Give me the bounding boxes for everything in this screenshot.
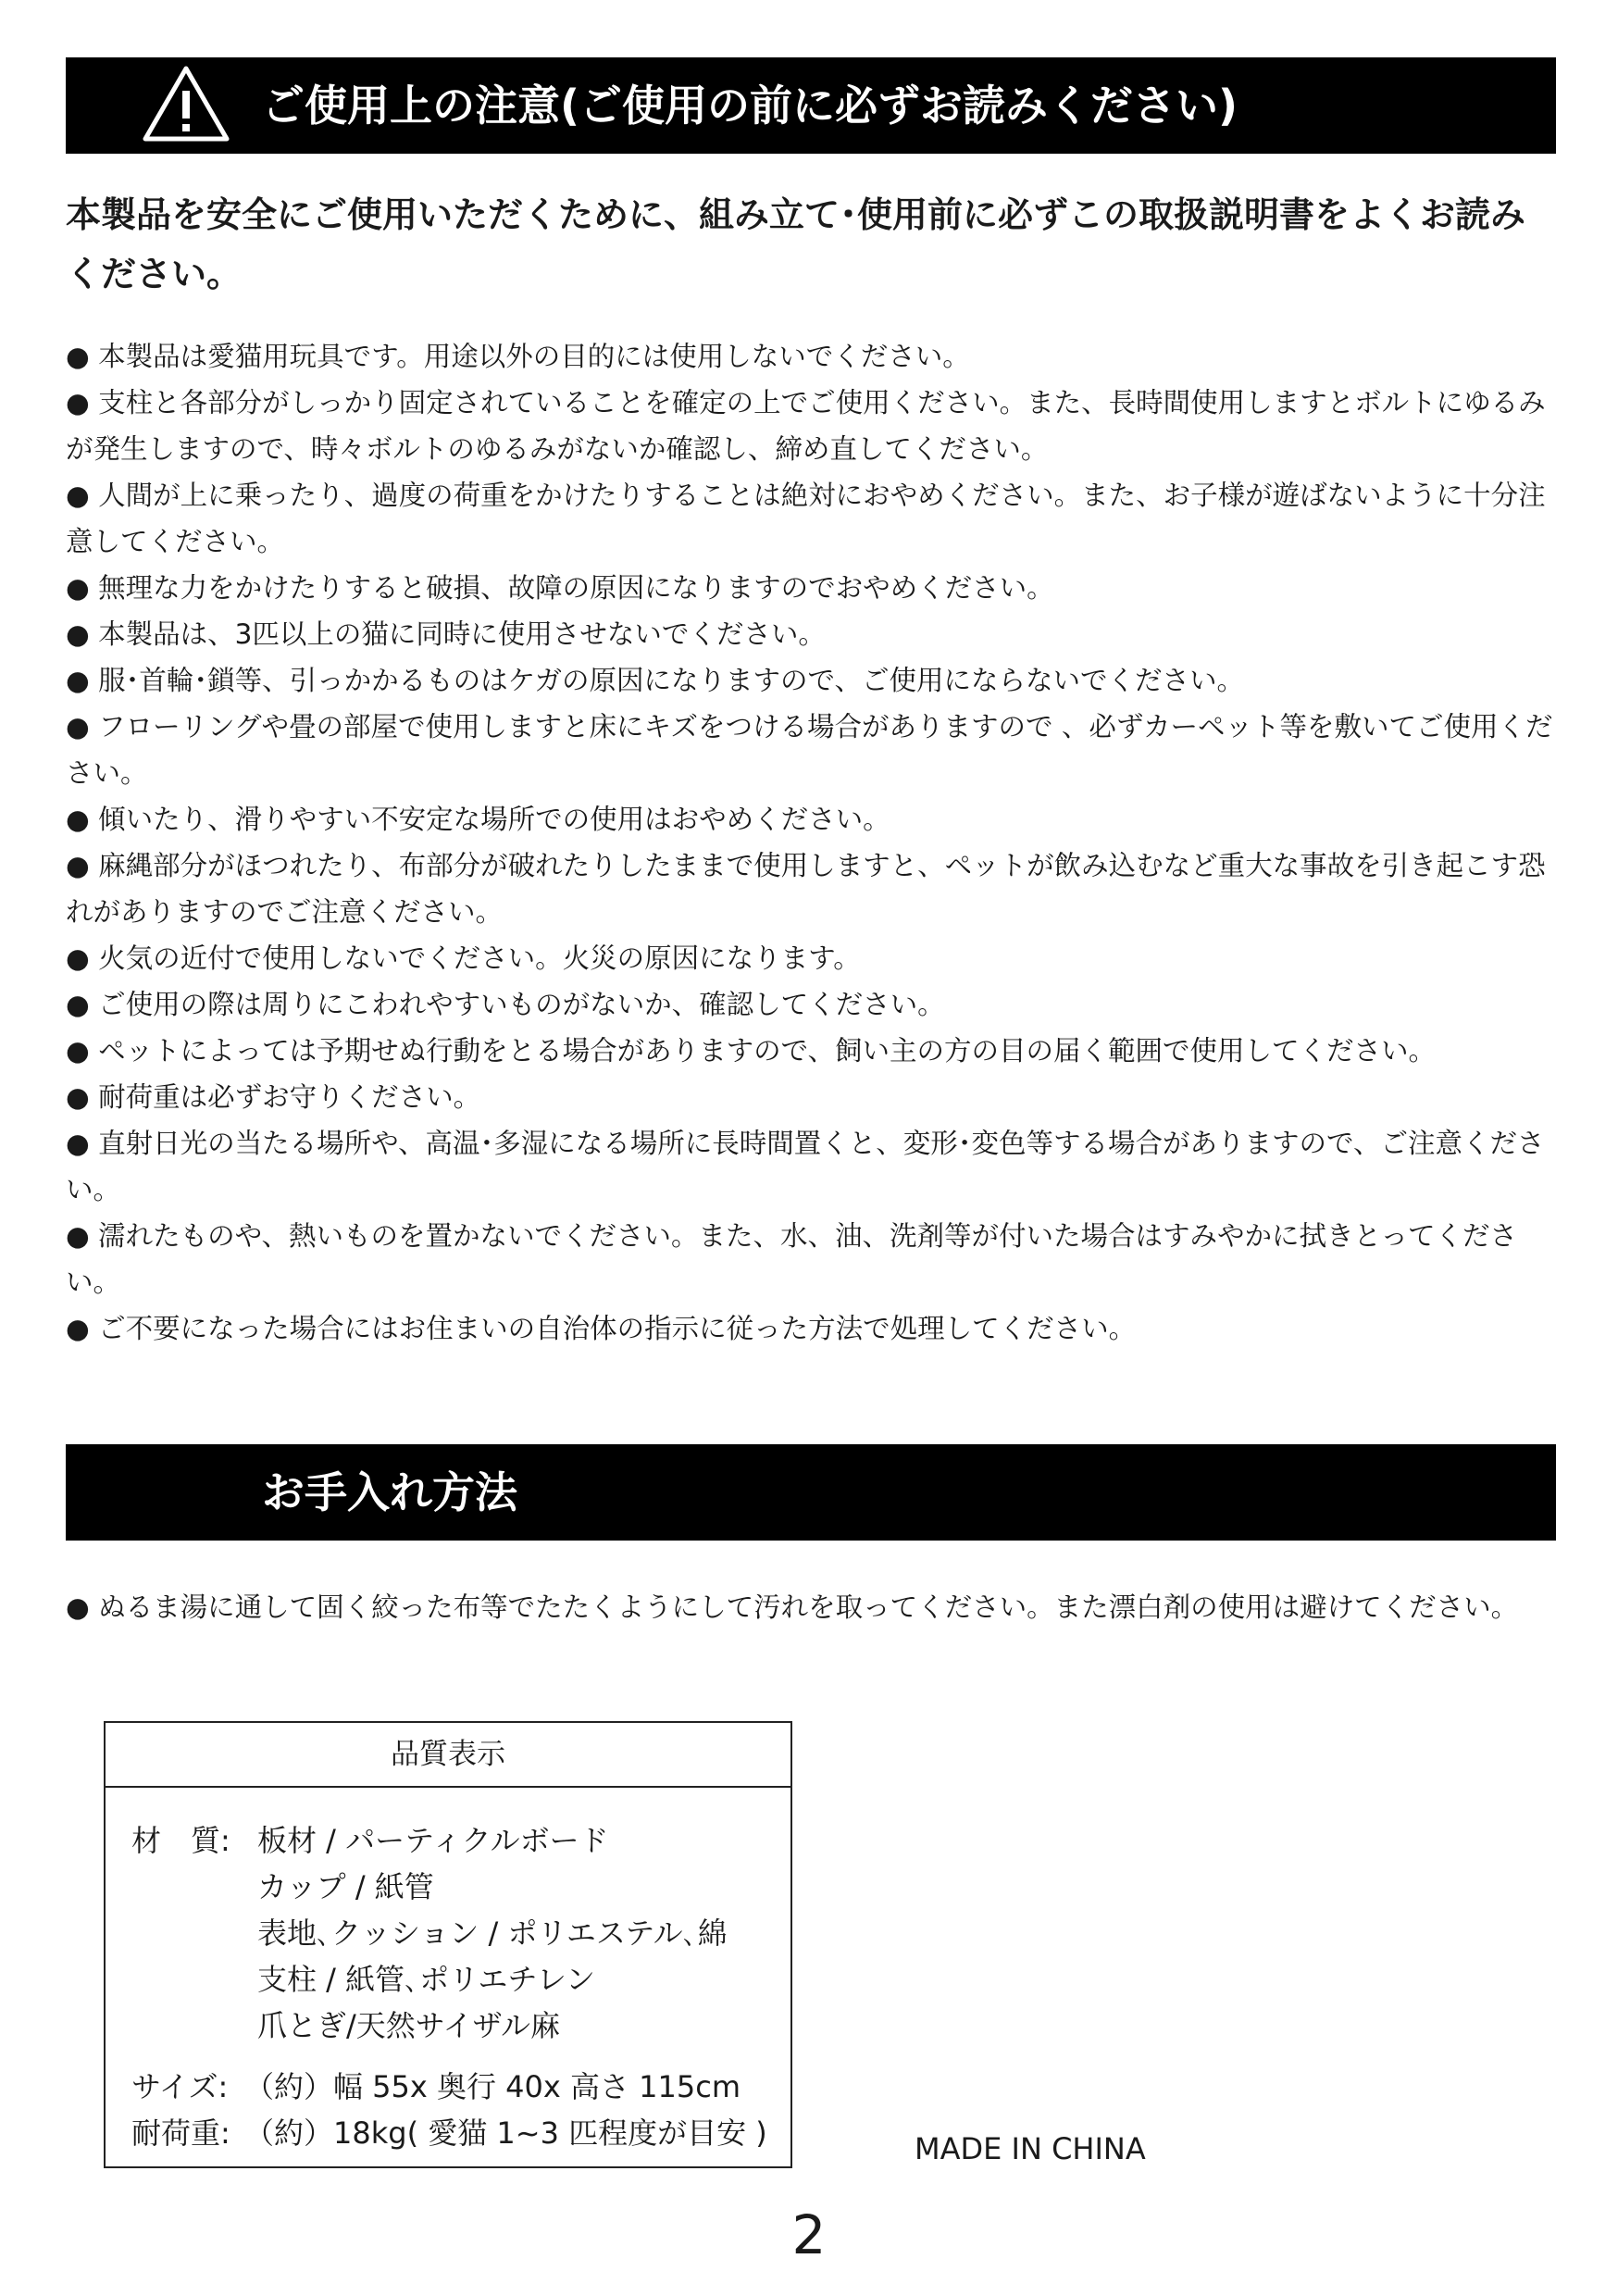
- list-item: ● 直射日光の当たる場所や、高温･多湿になる場所に長時間置くと、変形･変色等する場合がありますので、ご注意ください。: [66, 1128, 1545, 1205]
- material-value: 支柱 / 紙管､ポリエチレン: [257, 1962, 596, 1997]
- size-value: （約）幅 55x 奥行 40x 高さ 115cm: [244, 2069, 741, 2104]
- care-banner: [66, 1444, 1556, 1541]
- material-value: 爪とぎ/天然サイザル麻: [257, 2008, 560, 2043]
- page-number: 2: [791, 2203, 827, 2266]
- list-item: ● 無理な力をかけたりすると破損、故障の原因になりますのでおやめください。: [66, 572, 1054, 604]
- warning-triangle-icon: [140, 63, 232, 144]
- material-label: 材 質:: [131, 1823, 230, 1858]
- list-item: ● 支柱と各部分がしっかり固定されていることを確定の上でご使用ください。また、長時間使用しますとボルトにゆるみが発生しますので、時々ボルトのゆるみがないか確認し、締め直してください。: [66, 387, 1546, 465]
- material-value: 表地､クッション / ポリエステル､綿: [257, 1915, 728, 1951]
- size-label: サイズ:: [131, 2069, 229, 2104]
- list-item: ● ペットによっては予期せぬ行動をとる場合がありますので、飼い主の方の目の届く範囲で使用してください。: [66, 1035, 1437, 1067]
- load-value: （約）18kg( 愛猫 1~3 匹程度が目安 ): [244, 2115, 767, 2151]
- list-item: ● ご使用の際は周りにこわれやすいものがないか、確認してください。: [66, 989, 945, 1020]
- list-item: ● 濡れたものや、熱いものを置かないでください。また、水、油、洗剤等が付いた場合はすみやかに拭きとってください。: [66, 1220, 1517, 1298]
- material-value: カップ / 紙管: [257, 1869, 434, 1904]
- list-item: ● 本製品は愛猫用玩具です。用途以外の目的には使用しないでください。: [66, 341, 970, 372]
- list-item: ● 火気の近付で使用しないでください。火災の原因になります。: [66, 942, 861, 974]
- caution-intro: 本製品を安全にご使用いただくために、組み立て･使用前に必ずこの取扱説明書をよくお読みください。: [66, 194, 1526, 294]
- material-value: 板材 / パーティクルボード: [257, 1823, 609, 1858]
- caution-title: ご使用上の注意(ご使用の前に必ずお読みください): [262, 81, 1238, 131]
- care-title: お手入れ方法: [262, 1467, 517, 1517]
- list-item: ● ご不要になった場合にはお住まいの自治体の指示に従った方法で処理してください。: [66, 1313, 1137, 1344]
- caution-list: [66, 333, 1556, 1352]
- list-item: ● 本製品は、3匹以上の猫に同時に使用させないでください。: [66, 618, 826, 650]
- list-item: ● 人間が上に乗ったり、過度の荷重をかけたりすることは絶対におやめください。また、お子様が遊ばないように十分注意してください。: [66, 480, 1546, 557]
- load-label: 耐荷重:: [131, 2115, 230, 2151]
- caution-banner: [66, 57, 1556, 154]
- list-item: ● 服･首輪･鎖等、引っかかるものはケガの原因になりますので、ご使用にならないでください。: [66, 665, 1244, 696]
- care-text: ● ぬるま湯に通して固く絞った布等でたたくようにして汚れを取ってください。また漂白剤の使用は避けてください。: [66, 1591, 1519, 1623]
- quality-label-box: [104, 1721, 792, 2168]
- list-item: ● 麻縄部分がほつれたり、布部分が破れたりしたままで使用しますと、ペットが飲み込むなど重大な事故を引き起こす恐れがありますのでご注意ください。: [66, 850, 1546, 928]
- list-item: ● 耐荷重は必ずお守りください。: [66, 1081, 481, 1113]
- made-in-label: MADE IN CHINA: [915, 2131, 1146, 2166]
- list-item: ● 傾いたり、滑りやすい不安定な場所での使用はおやめください。: [66, 804, 890, 835]
- quality-header: 品質表示: [106, 1723, 790, 1788]
- list-item: ● フローリングや畳の部屋で使用しますと床にキズをつける場合がありますので 、必ずカーペット等を敷いてご使用ください。: [66, 711, 1553, 789]
